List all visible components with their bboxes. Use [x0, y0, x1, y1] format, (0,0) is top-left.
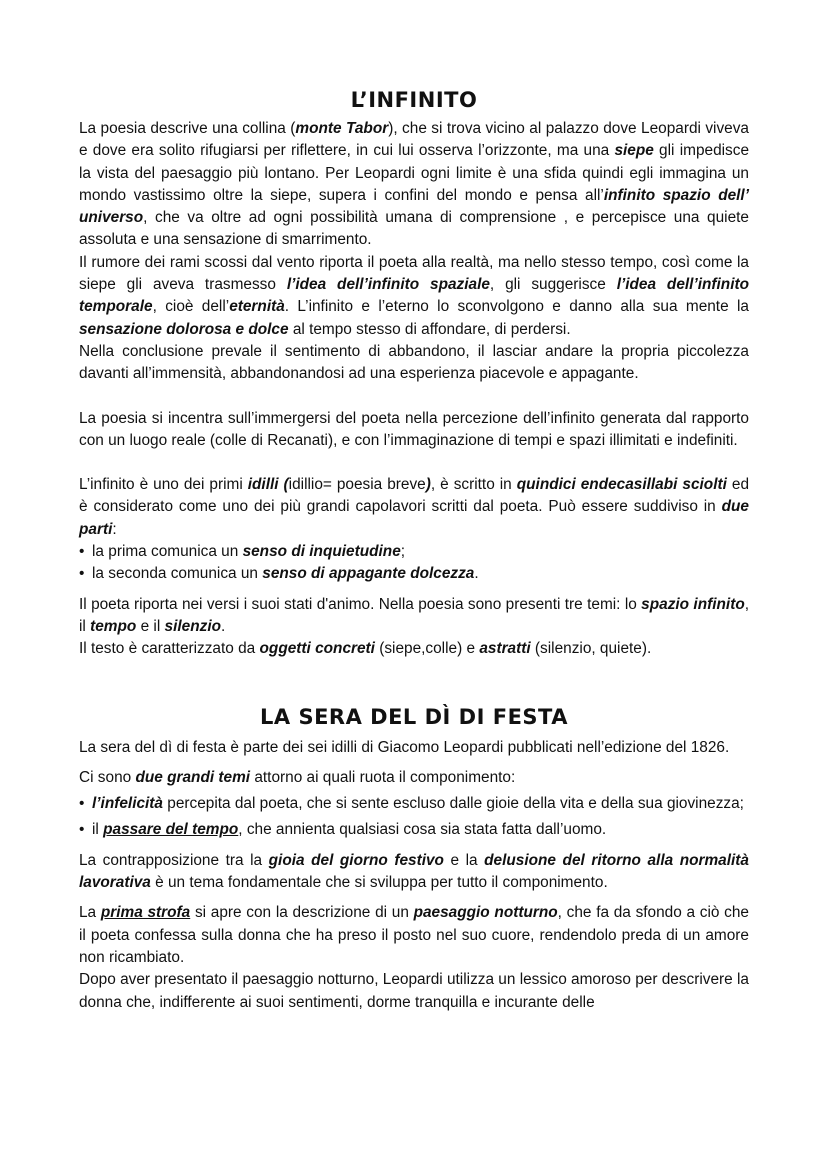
- list-item: • la seconda comunica un senso di appagante dolcezza.: [79, 563, 749, 585]
- emphasis: due parti: [79, 498, 749, 538]
- bullet-icon: •: [79, 795, 85, 813]
- bullet-icon: •: [79, 543, 85, 561]
- emphasis-underlined: prima strofa: [100, 904, 191, 922]
- paragraph: Il rumore dei rami scossi dal vento riporta il poeta alla realtà, ma nello stesso tempo, così come la siepe gli aveva trasmesso l’idea dell’infinito spaziale, gli suggerisce l’idea dell’infinito temporale, cioè dell’eternità. L’infinito e l’eterno lo sconvolgono e danno alla sua mente la sensazione dolorosa e dolce al tempo stesso di affondare, di perdersi.: [79, 253, 749, 338]
- emphasis: senso di appagante dolcezza: [262, 565, 475, 583]
- emphasis: astratti: [479, 640, 531, 658]
- paragraph: La prima strofa si apre con la descrizione di un paesaggio notturno, che fa da sfondo a ciò che il poeta confessa sulla donna che ha preso il posto nel suo cuore, rendendolo preda di un amore non ricambiato.: [79, 904, 749, 966]
- emphasis: l’infelicità: [92, 795, 163, 813]
- emphasis: ): [425, 476, 431, 494]
- bullet-list: [79, 541, 749, 586]
- bullet-icon: •: [79, 565, 85, 583]
- emphasis: delusione del ritorno alla normalità lavorativa: [79, 851, 749, 892]
- emphasis: eternità: [229, 298, 285, 316]
- emphasis: quindici endecasillabi sciolti: [516, 476, 727, 494]
- list-item: • la prima comunica un senso di inquietudine;: [79, 541, 749, 563]
- paragraph: Ci sono due grandi temi attorno ai quali ruota il componimento:: [79, 768, 516, 786]
- list-item: • l’infelicità percepita dal poeta, che si sente escluso dalle gioie della vita e della sua giovinezza;: [79, 793, 749, 815]
- paragraph: Nella conclusione prevale il sentimento di abbandono, il lasciar andare la propria piccolezza davanti all’immensità, abbandonandosi ad una esperienza piacevole e appagante.: [79, 342, 749, 383]
- emphasis: spazio infinito: [641, 595, 745, 613]
- emphasis: silenzio: [164, 617, 221, 635]
- paragraph: La poesia descrive una collina (monte Tabor), che si trova vicino al palazzo dove Leopardi viveva e dove era solito rifugiarsi per riflettere, in cui lui osserva l’orizzonte, ma una siepe gli impedisce la vista del paesaggio più lontano. Per Leopardi ogni limite è una sfida quindi egli immagina un mondo vastissimo oltre la siepe, supera i confini del mondo e pensa all’infinito spazio dell’ universo, che va oltre ad ogni possibilità umana di comprensione , e percepisce una quiete assoluta e una sensazione di smarrimento.: [79, 120, 749, 249]
- paragraph: La sera del dì di festa è parte dei sei idilli di Giacomo Leopardi pubblicati nell’edizione del 1826.: [79, 738, 730, 756]
- section-title-sera: LA SERA DEL DÌ DI FESTA: [260, 704, 568, 729]
- bullet-list: [79, 793, 749, 842]
- document-page: [79, 86, 749, 1014]
- emphasis: siepe: [614, 142, 654, 160]
- emphasis: monte Tabor: [295, 120, 389, 137]
- emphasis: idilli (: [247, 476, 289, 494]
- bullet-icon: •: [79, 821, 85, 839]
- paragraph: L’infinito è uno dei primi idilli (idillio= poesia breve), è scritto in quindici endecasillabi sciolti ed è considerato come uno dei più grandi capolavori scritti dal poeta. Può essere suddiviso in due parti:: [79, 476, 750, 538]
- paragraph: La poesia si incentra sull’immergersi del poeta nella percezione dell’infinito generata dal rapporto con un luogo reale (colle di Recanati), e con l’immaginazione di tempi e spazi illimitati e indefiniti.: [79, 409, 749, 449]
- section-title-infinito: L’INFINITO: [350, 88, 478, 112]
- emphasis: oggetti concreti: [259, 640, 375, 658]
- emphasis-underlined: passare del tempo: [103, 821, 239, 839]
- list-item: • il passare del tempo, che annienta qualsiasi cosa sia stata fatta dall’uomo.: [79, 819, 749, 841]
- emphasis: l’idea dell’infinito temporale: [79, 276, 749, 316]
- paragraph: La contrapposizione tra la gioia del giorno festivo e la delusione del ritorno alla normalità lavorativa è un tema fondamentale che si sviluppa per tutto il componimento.: [79, 851, 749, 892]
- emphasis: due grandi temi: [135, 768, 251, 786]
- emphasis: sensazione dolorosa e dolce: [79, 320, 289, 338]
- emphasis: gioia del giorno festivo: [268, 851, 444, 869]
- emphasis: tempo: [90, 617, 137, 635]
- paragraph: Il testo è caratterizzato da oggetti concreti (siepe,colle) e astratti (silenzio, quiete).: [79, 640, 652, 658]
- emphasis: infinito spazio dell’ universo: [79, 186, 749, 227]
- paragraph: Il poeta riporta nei versi i suoi stati d'animo. Nella poesia sono presenti tre temi: lo spazio infinito, il tempo e il silenzio.: [79, 595, 749, 635]
- emphasis: senso di inquietudine: [242, 543, 401, 561]
- emphasis: l’idea dell’infinito spaziale: [286, 276, 490, 294]
- emphasis: paesaggio notturno: [413, 904, 558, 922]
- paragraph: Dopo aver presentato il paesaggio notturno, Leopardi utilizza un lessico amoroso per descrivere la donna che, indifferente ai suoi sentimenti, dorme tranquilla e incurante delle: [79, 971, 749, 1011]
